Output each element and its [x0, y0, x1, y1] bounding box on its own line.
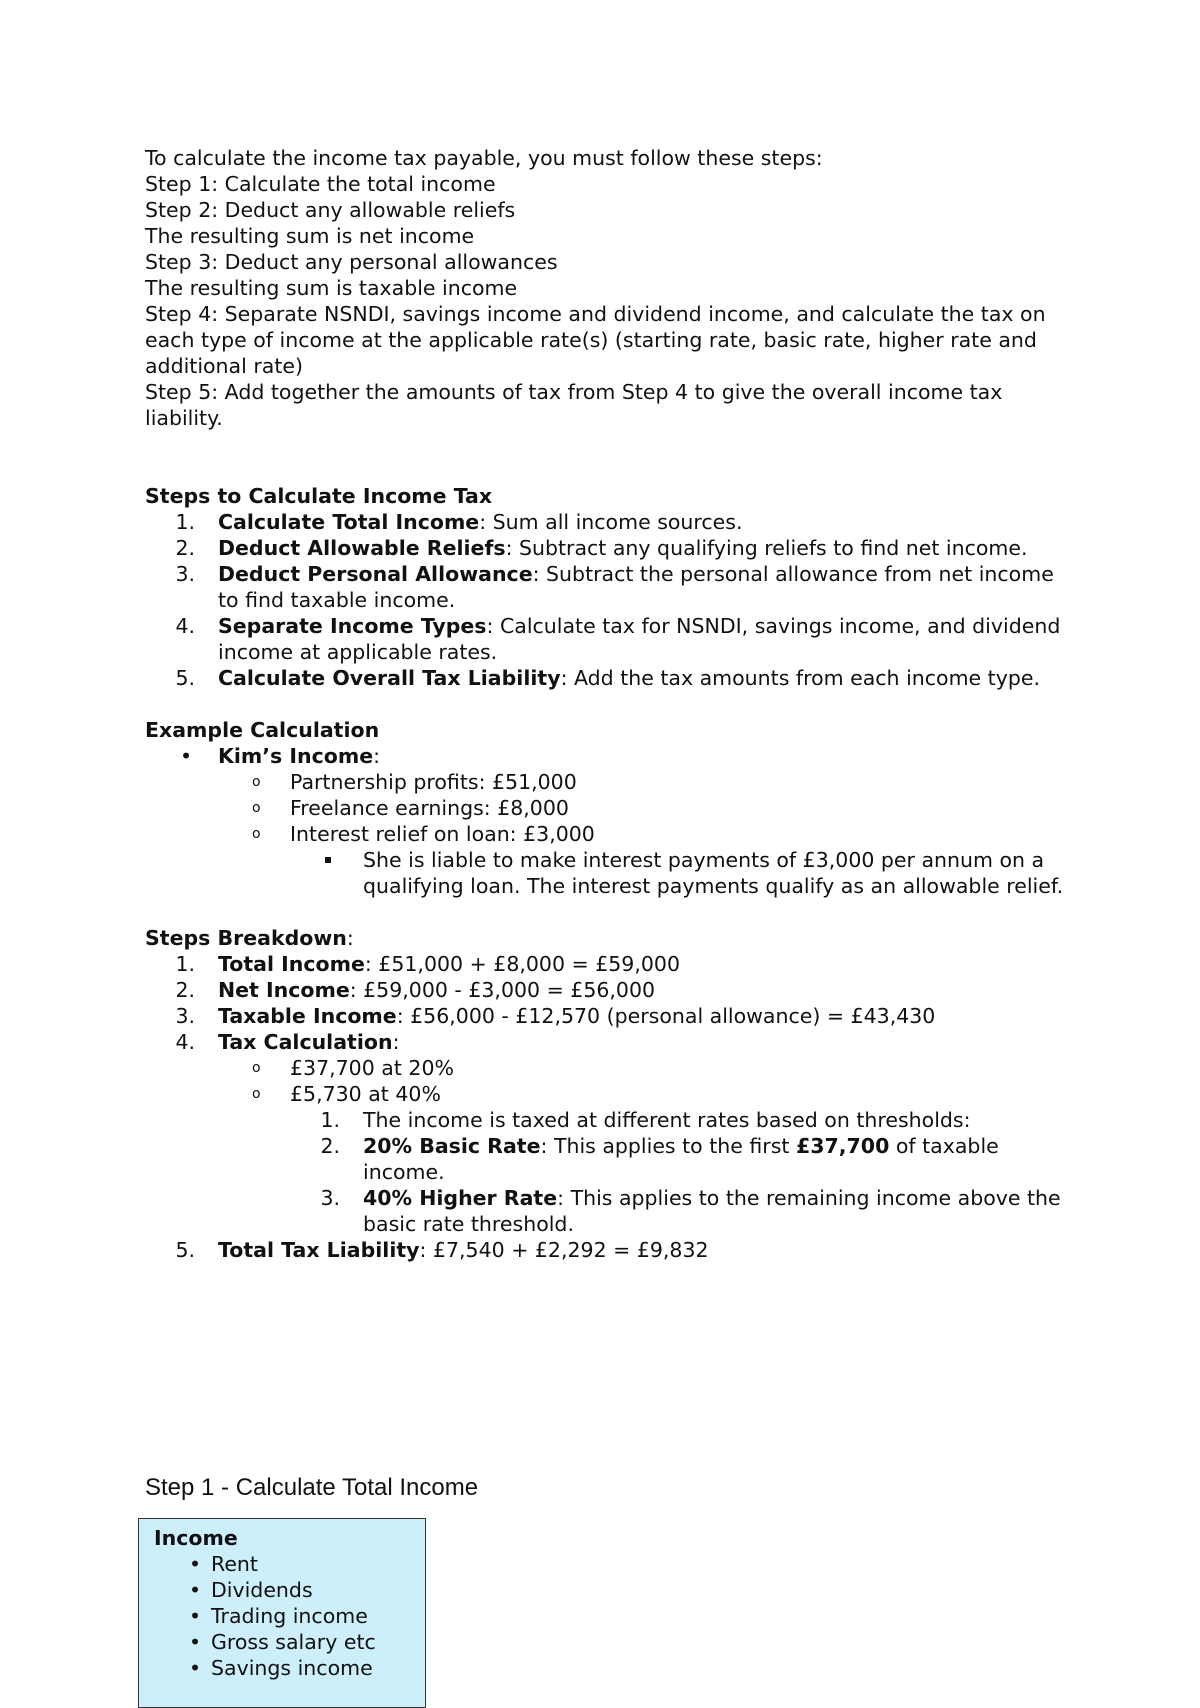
- document-body: [145, 145, 1075, 1263]
- steps-heading: Steps to Calculate Income Tax: [145, 484, 493, 508]
- list-number: 2.: [320, 1134, 340, 1158]
- list-item: [145, 665, 1075, 691]
- item-title: Net Income: [218, 978, 350, 1002]
- income-box-title: Income: [154, 1526, 238, 1550]
- list-item: [145, 535, 1075, 561]
- list-item: [145, 509, 1075, 535]
- circle-bullet-icon: o: [252, 800, 261, 816]
- item-title: Calculate Total Income: [218, 510, 480, 534]
- list-item: [145, 1185, 1075, 1237]
- list-number: 1.: [175, 952, 195, 976]
- item-title: Calculate Overall Tax Liability: [218, 666, 561, 690]
- bullet-icon: •: [189, 1630, 202, 1654]
- intro-line: The resulting sum is taxable income: [145, 276, 518, 300]
- item-text: : This applies to the first: [540, 1134, 796, 1158]
- list-number: 5.: [175, 666, 195, 690]
- item-text: Savings income: [211, 1656, 373, 1680]
- list-number: 3.: [175, 1004, 195, 1028]
- list-item: [145, 743, 1075, 769]
- item-text: :: [373, 744, 381, 768]
- item-text: Gross salary etc: [211, 1630, 376, 1654]
- item-text: £37,700 at 20%: [290, 1056, 454, 1080]
- item-title: Deduct Allowable Reliefs: [218, 536, 506, 560]
- item-text: Partnership profits: £51,000: [290, 770, 577, 794]
- circle-bullet-icon: o: [252, 1060, 261, 1076]
- income-box-list: [139, 1551, 425, 1681]
- item-text: : Subtract the personal allowance from net income to find taxable income.: [218, 562, 1054, 612]
- list-item: [145, 1133, 1075, 1185]
- list-number: 2.: [175, 536, 195, 560]
- list-number: 4.: [175, 1030, 195, 1054]
- list-item: [139, 1577, 425, 1603]
- item-text: Dividends: [211, 1578, 313, 1602]
- step1-heading: Step 1 - Calculate Total Income: [145, 1474, 479, 1501]
- list-number: 4.: [175, 614, 195, 638]
- list-item: [145, 769, 1075, 795]
- item-text: : This applies to the remaining income above the basic rate threshold.: [363, 1186, 1061, 1236]
- circle-bullet-icon: o: [252, 1086, 261, 1102]
- item-text: £5,730 at 40%: [290, 1082, 441, 1106]
- item-text: Interest relief on loan: £3,000: [290, 822, 595, 846]
- intro-line: To calculate the income tax payable, you must follow these steps:: [145, 146, 823, 170]
- item-text: She is liable to make interest payments of £3,000 per annum on a qualifying loan. The interest payments qualify as an allowable relief.: [363, 848, 1064, 898]
- item-amount: £37,700: [795, 1134, 890, 1158]
- list-item: [145, 1237, 1075, 1263]
- item-text: : £56,000 - £12,570 (personal allowance) = £43,430: [396, 1004, 936, 1028]
- item-title: 20% Basic Rate: [363, 1134, 541, 1158]
- item-text: :: [392, 1030, 400, 1054]
- bullet-icon: •: [189, 1604, 202, 1628]
- breakdown-title: Steps Breakdown: [145, 926, 347, 950]
- bullet-icon: •: [189, 1656, 202, 1680]
- item-title: 40% Higher Rate: [363, 1186, 558, 1210]
- list-item: [145, 951, 1075, 977]
- item-text: : Sum all income sources.: [479, 510, 743, 534]
- list-item: [145, 1107, 1075, 1133]
- breakdown-list: [145, 951, 1075, 1263]
- intro-line: Step 3: Deduct any personal allowances: [145, 250, 558, 274]
- item-title: Kim’s Income: [218, 744, 374, 768]
- item-text: : £59,000 - £3,000 = £56,000: [349, 978, 656, 1002]
- item-text: : Subtract any qualifying reliefs to find net income.: [505, 536, 1028, 560]
- bullet-icon: •: [189, 1578, 202, 1602]
- intro-line: Step 1: Calculate the total income: [145, 172, 496, 196]
- square-bullet-icon: [325, 857, 331, 863]
- list-number: 3.: [175, 562, 195, 586]
- item-title: Total Income: [218, 952, 365, 976]
- item-text: The income is taxed at different rates based on thresholds:: [363, 1108, 971, 1132]
- list-item: [139, 1603, 425, 1629]
- example-heading: Example Calculation: [145, 718, 380, 742]
- breakdown-heading: [145, 925, 1075, 951]
- item-title: Deduct Personal Allowance: [218, 562, 533, 586]
- item-text: Freelance earnings: £8,000: [290, 796, 569, 820]
- breakdown-colon: :: [346, 926, 354, 950]
- list-item: [145, 1081, 1075, 1107]
- list-item: [145, 561, 1075, 613]
- item-text: : £7,540 + £2,292 = £9,832: [419, 1238, 709, 1262]
- example-list: [145, 743, 1075, 899]
- intro-block: [145, 145, 1075, 431]
- list-item: [145, 1029, 1075, 1055]
- list-item: [145, 795, 1075, 821]
- circle-bullet-icon: o: [252, 774, 261, 790]
- income-box: [138, 1518, 426, 1708]
- steps-list: [145, 509, 1075, 691]
- item-text: : £51,000 + £8,000 = £59,000: [364, 952, 680, 976]
- list-item: [145, 1055, 1075, 1081]
- list-number: 2.: [175, 978, 195, 1002]
- item-title: Tax Calculation: [218, 1030, 393, 1054]
- list-item: [139, 1551, 425, 1577]
- item-title: Total Tax Liability: [218, 1238, 420, 1262]
- list-number: 3.: [320, 1186, 340, 1210]
- intro-line: Step 2: Deduct any allowable reliefs: [145, 198, 516, 222]
- item-text: : Calculate tax for NSNDI, savings income, and dividend income at applicable rates.: [218, 614, 1061, 664]
- list-item: [145, 1003, 1075, 1029]
- intro-line: Step 4: Separate NSNDI, savings income and dividend income, and calculate the tax on each type of income at the applicable rate(s) (starting rate, basic rate, higher rate and additional rate): [145, 302, 1046, 378]
- list-item: [139, 1629, 425, 1655]
- bullet-icon: •: [189, 1552, 202, 1576]
- list-number: 1.: [320, 1108, 340, 1132]
- list-number: 5.: [175, 1238, 195, 1262]
- list-item: [145, 977, 1075, 1003]
- item-text: : Add the tax amounts from each income type.: [560, 666, 1040, 690]
- item-title: Separate Income Types: [218, 614, 487, 638]
- list-number: 1.: [175, 510, 195, 534]
- circle-bullet-icon: o: [252, 826, 261, 842]
- list-item: [145, 847, 1075, 899]
- list-item: [139, 1655, 425, 1681]
- list-item: [145, 613, 1075, 665]
- bullet-icon: •: [180, 744, 193, 768]
- intro-line: Step 5: Add together the amounts of tax from Step 4 to give the overall income tax liability.: [145, 380, 1003, 430]
- list-item: [145, 821, 1075, 847]
- item-title: Taxable Income: [218, 1004, 397, 1028]
- item-text: of taxable income.: [363, 1134, 999, 1184]
- item-text: Rent: [211, 1552, 258, 1576]
- intro-line: The resulting sum is net income: [145, 224, 475, 248]
- item-text: Trading income: [211, 1604, 368, 1628]
